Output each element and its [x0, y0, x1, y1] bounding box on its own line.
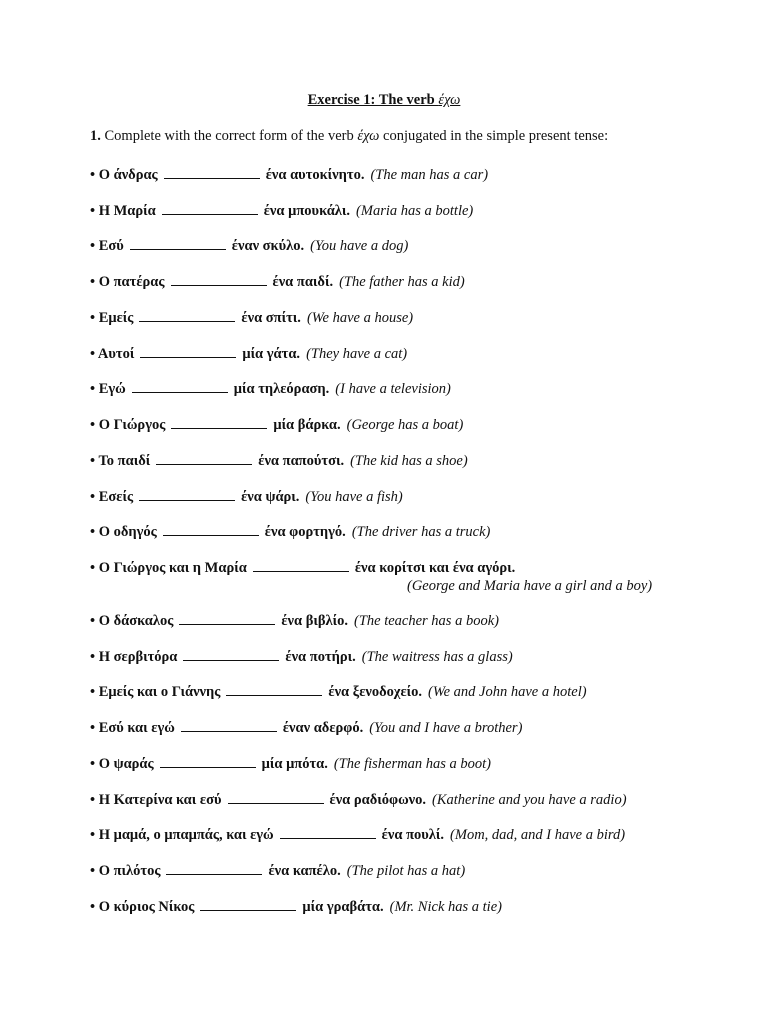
exercise-item	[90, 415, 463, 434]
exercise-item	[90, 165, 488, 184]
item-translation: (You have a dog)	[310, 238, 409, 254]
instruction-verb: έχω	[357, 128, 380, 144]
item-object: μία μπότα.	[261, 756, 328, 772]
item-translation: (The father has a kid)	[339, 274, 465, 290]
item-translation: (Mr. Nick has a tie)	[389, 899, 502, 915]
item-object: μία γραβάτα.	[302, 899, 384, 915]
answer-blank[interactable]	[160, 754, 256, 768]
bullet: •	[90, 167, 99, 183]
item-translation: (George has a boat)	[346, 417, 464, 433]
item-translation: (Katherine and you have a radio)	[432, 792, 627, 808]
answer-blank[interactable]	[166, 861, 262, 875]
instruction-text-after: conjugated in the simple present tense:	[379, 128, 609, 144]
exercise-item	[90, 754, 491, 773]
bullet: •	[90, 489, 99, 505]
exercise-item	[90, 682, 587, 701]
item-subject: Ο πιλότος	[98, 863, 161, 879]
bullet: •	[90, 524, 99, 540]
exercise-title	[0, 92, 768, 109]
exercise-item	[90, 790, 627, 809]
item-subject: Η σερβιτόρα	[98, 649, 178, 665]
item-subject: Ο πατέρας	[98, 274, 165, 290]
item-translation: (We and John have a hotel)	[428, 684, 587, 700]
item-object: ένα καπέλο.	[268, 863, 341, 879]
bullet: •	[90, 792, 99, 808]
item-object: έναν αδερφό.	[282, 720, 364, 736]
exercise-item	[90, 558, 652, 595]
item-translation: (The man has a car)	[370, 167, 489, 183]
answer-blank[interactable]	[139, 308, 235, 322]
item-subject: Το παιδί	[98, 453, 151, 469]
item-object: ένα μπουκάλι.	[263, 203, 351, 219]
bullet: •	[90, 649, 99, 665]
item-translation: (Mom, dad, and I have a bird)	[450, 827, 626, 843]
answer-blank[interactable]	[171, 272, 267, 286]
answer-blank[interactable]	[280, 825, 376, 839]
item-translation: (You and I have a brother)	[369, 720, 523, 736]
item-translation: (Maria has a bottle)	[356, 203, 474, 219]
item-object: μία βάρκα.	[273, 417, 341, 433]
answer-blank[interactable]	[156, 451, 252, 465]
answer-blank[interactable]	[164, 165, 260, 179]
exercise-item	[90, 611, 499, 630]
bullet: •	[90, 310, 99, 326]
item-translation: (We have a house)	[306, 310, 414, 326]
bullet: •	[90, 417, 99, 433]
bullet: •	[90, 381, 99, 397]
item-translation: (The teacher has a book)	[354, 613, 499, 629]
answer-blank[interactable]	[171, 415, 267, 429]
answer-blank[interactable]	[183, 647, 279, 661]
item-subject: Η Κατερίνα και εσύ	[98, 792, 222, 808]
item-subject: Ο Γιώργος	[98, 417, 166, 433]
answer-blank[interactable]	[132, 379, 228, 393]
bullet: •	[90, 827, 99, 843]
answer-blank[interactable]	[139, 487, 235, 501]
item-translation: (The fisherman has a boot)	[333, 756, 491, 772]
title-prefix: Exercise 1: The verb	[307, 92, 439, 108]
item-subject: Ο ψαράς	[98, 756, 154, 772]
answer-blank[interactable]	[181, 718, 277, 732]
bullet: •	[90, 453, 99, 469]
item-translation: (You have a fish)	[305, 489, 403, 505]
item-subject: Εμείς και ο Γιάννης	[98, 684, 221, 700]
item-subject: Ο Γιώργος και η Μαρία	[98, 560, 247, 576]
exercise-item	[90, 451, 468, 470]
exercise-item	[90, 897, 502, 916]
answer-blank[interactable]	[140, 344, 236, 358]
item-subject: Εσύ και εγώ	[98, 720, 175, 736]
exercise-item	[90, 344, 407, 363]
item-subject: Εγώ	[98, 381, 126, 397]
item-translation: (George and Maria have a girl and a boy)	[407, 578, 653, 594]
title-verb: έχω	[438, 92, 461, 108]
item-object: ένα ξενοδοχείο.	[328, 684, 423, 700]
answer-blank[interactable]	[162, 201, 258, 215]
answer-blank[interactable]	[179, 611, 275, 625]
exercise-item	[90, 861, 465, 880]
answer-blank[interactable]	[253, 558, 349, 572]
item-subject: Ο οδηγός	[98, 524, 157, 540]
item-object: έναν σκύλο.	[231, 238, 305, 254]
answer-blank[interactable]	[130, 236, 226, 250]
bullet: •	[90, 756, 99, 772]
exercise-item	[90, 487, 403, 506]
item-translation: (They have a cat)	[306, 346, 408, 362]
item-subject: Εσύ	[98, 238, 124, 254]
item-translation: (The driver has a truck)	[351, 524, 491, 540]
exercise-item	[90, 272, 465, 291]
exercise-item	[90, 522, 490, 541]
item-object: ένα βιβλίο.	[281, 613, 348, 629]
item-subject: Αυτοί	[97, 346, 135, 362]
instruction	[90, 128, 608, 145]
bullet: •	[90, 238, 99, 254]
bullet: •	[90, 684, 99, 700]
exercise-item	[90, 647, 513, 666]
answer-blank[interactable]	[226, 682, 322, 696]
item-object: μία τηλεόραση.	[233, 381, 330, 397]
bullet: •	[90, 203, 99, 219]
item-subject: Ο δάσκαλος	[98, 613, 174, 629]
bullet: •	[90, 863, 99, 879]
item-subject: Η μαμά, ο μπαμπάς, και εγώ	[98, 827, 274, 843]
exercise-item	[90, 308, 413, 327]
exercise-item	[90, 201, 473, 220]
bullet: •	[90, 346, 98, 362]
exercise-item	[90, 236, 408, 255]
bullet: •	[90, 560, 99, 576]
item-subject: Εμείς	[98, 310, 134, 326]
exercise-item	[90, 718, 522, 737]
item-object: ένα παπούτσι.	[258, 453, 345, 469]
answer-blank[interactable]	[163, 522, 259, 536]
item-subject: Η Μαρία	[98, 203, 156, 219]
item-object: ένα φορτηγό.	[264, 524, 346, 540]
bullet: •	[90, 274, 99, 290]
item-subject: Εσείς	[98, 489, 134, 505]
exercise-item	[90, 825, 625, 844]
item-translation: (The kid has a shoe)	[350, 453, 468, 469]
item-translation: (The pilot has a hat)	[346, 863, 466, 879]
item-object: μία γάτα.	[242, 346, 301, 362]
item-subject: Ο άνδρας	[98, 167, 158, 183]
item-object: ένα πουλί.	[381, 827, 445, 843]
exercise-item	[90, 379, 451, 398]
item-object: ένα ποτήρι.	[285, 649, 356, 665]
bullet: •	[90, 720, 99, 736]
item-translation: (The waitress has a glass)	[361, 649, 513, 665]
instruction-text-before: Complete with the correct form of the verb	[100, 128, 358, 144]
item-object: ένα ψάρι.	[241, 489, 300, 505]
item-subject: Ο κύριος Νίκος	[98, 899, 195, 915]
item-object: ένα αυτοκίνητο.	[265, 167, 365, 183]
bullet: •	[90, 613, 99, 629]
item-object: ένα κορίτσι και ένα αγόρι.	[354, 560, 516, 576]
item-object: ένα ραδιόφωνο.	[329, 792, 427, 808]
answer-blank[interactable]	[228, 790, 324, 804]
item-object: ένα παιδί.	[272, 274, 334, 290]
bullet: •	[90, 899, 99, 915]
item-object: ένα σπίτι.	[241, 310, 301, 326]
answer-blank[interactable]	[200, 897, 296, 911]
item-translation: (I have a television)	[335, 381, 451, 397]
instruction-number: 1.	[90, 128, 101, 144]
